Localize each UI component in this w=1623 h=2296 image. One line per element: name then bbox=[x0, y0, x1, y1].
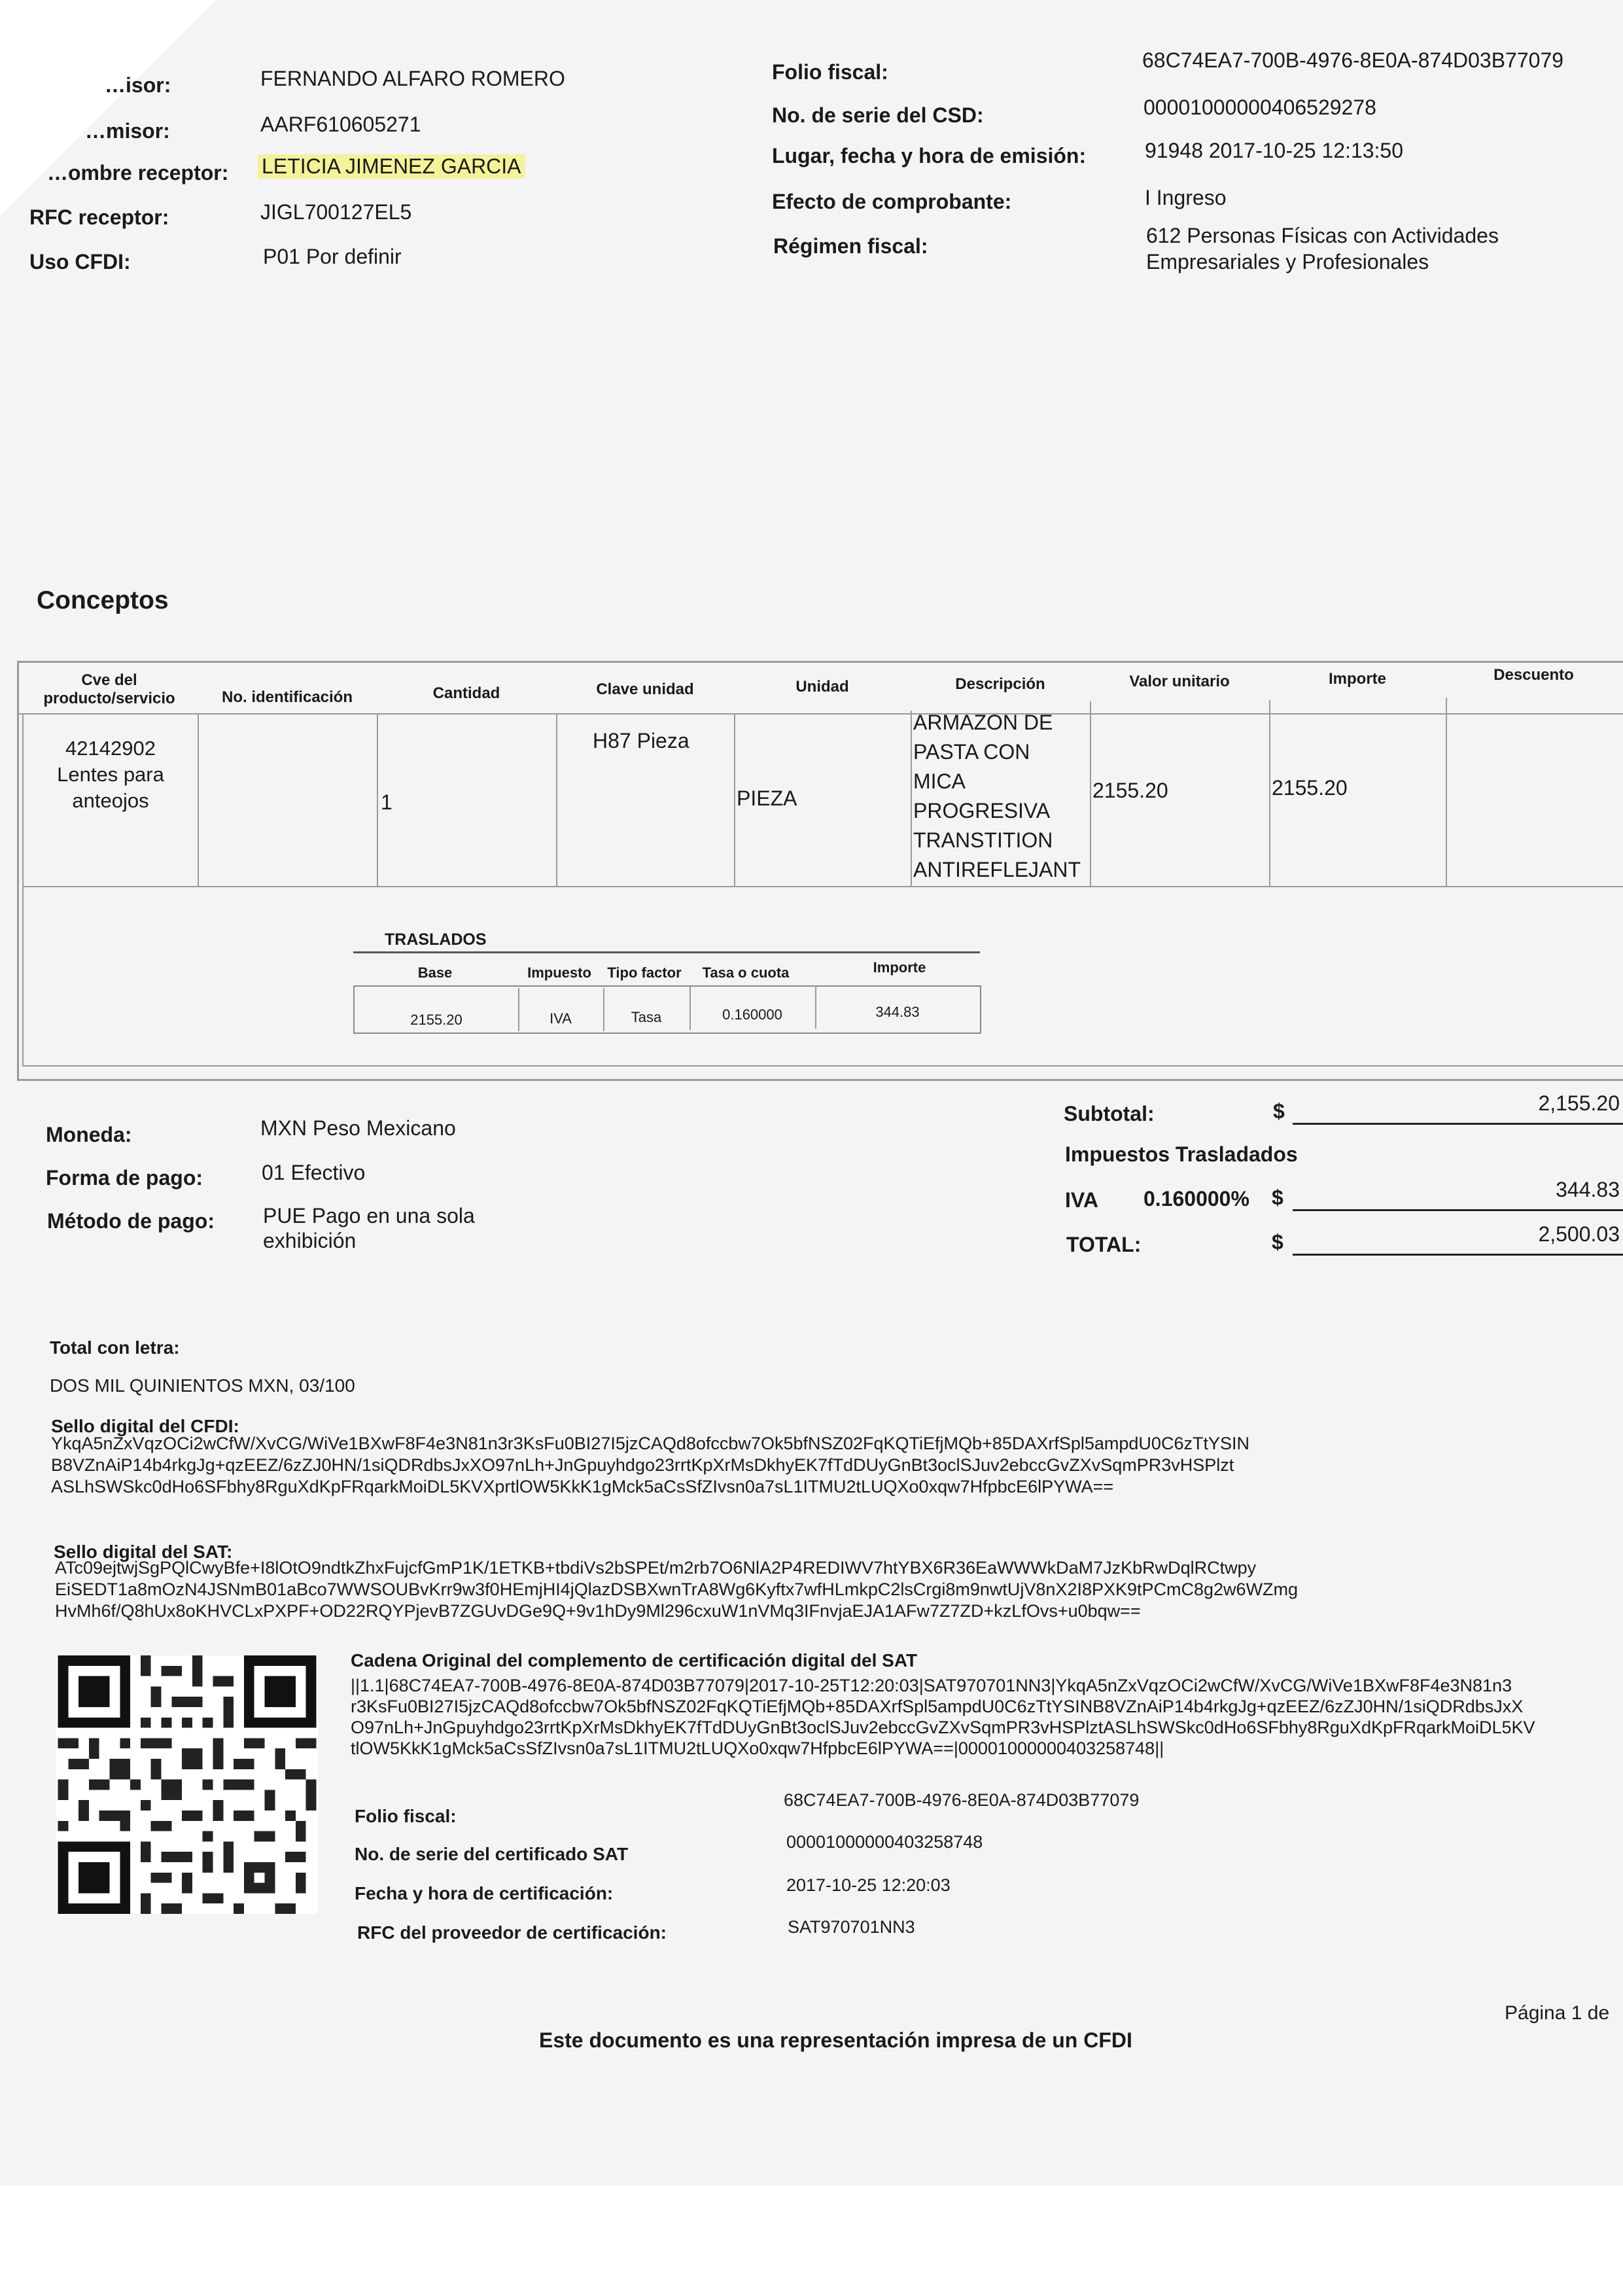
cell-cve-line: 42142902 bbox=[65, 737, 156, 760]
cert-fecha-value: 2017-10-25 12:20:03 bbox=[786, 1875, 951, 1895]
cert-serie-label: No. de serie del certificado SAT bbox=[355, 1844, 629, 1864]
forma-pago-label: Forma de pago: bbox=[46, 1166, 203, 1190]
lugar-fecha-label: Lugar, fecha y hora de emisión: bbox=[772, 144, 1087, 168]
col-divider bbox=[1090, 701, 1091, 886]
cert-rfc-label: RFC del proveedor de certificación: bbox=[357, 1922, 667, 1943]
desc-line: TRANSTITION bbox=[913, 828, 1053, 852]
cadena-text bbox=[351, 1675, 1623, 1759]
footer-note: Este documento es una representación impresa de un CFDI bbox=[539, 2028, 1132, 2052]
metodo-pago-label: Método de pago: bbox=[47, 1209, 215, 1233]
cert-fecha-label: Fecha y hora de certificación: bbox=[355, 1883, 614, 1903]
cadena-line: O97nLh+JnGpuyhdgo23rrtKpXrMsDkhyEK7fTdDUyGnBt3oclSJuv2ebccGvZXvSqmPR3vHSPlztASLhSWSkc0dHo6SFbhy8RguXdKpFRqarkMoiDL5KV bbox=[351, 1718, 1535, 1737]
hdr-importe: Importe bbox=[1328, 670, 1386, 688]
receptor-name-value: LETICIA JIMENEZ GARCIA bbox=[258, 154, 525, 179]
receptor-name-label: …ombre receptor: bbox=[47, 161, 229, 185]
qr-code bbox=[56, 1655, 318, 1914]
col-divider bbox=[1446, 698, 1447, 886]
iva-underline bbox=[1293, 1209, 1623, 1211]
cell-descripcion bbox=[913, 708, 1081, 885]
desc-line: ARMAZON DE bbox=[913, 711, 1053, 734]
desc-line: MICA bbox=[913, 769, 966, 793]
conceptos-bottom bbox=[22, 1065, 1623, 1067]
emisor-name-value: FERNANDO ALFARO ROMERO bbox=[260, 67, 565, 90]
hdr-cve: Cve del producto/servicio bbox=[43, 671, 175, 707]
total-label: TOTAL: bbox=[1066, 1233, 1142, 1256]
sello-cfdi-line: B8VZnAiP14b4rkgJg+qzEEZ/6zZJ0HN/1siQDRdbsJxXO97nLh+JnGpuyhdgo23rrtKpXrMsDkhyEK7fTdDUyGnBt3oclSJuv2ebccGvZXvSqmPR3vHSPlzt bbox=[51, 1455, 1234, 1475]
receptor-rfc-value: JIGL700127EL5 bbox=[260, 200, 412, 224]
cert-folio-value: 68C74EA7-700B-4976-8E0A-874D03B77079 bbox=[784, 1790, 1140, 1810]
conceptos-header-divider bbox=[17, 713, 1623, 715]
serie-csd-label: No. de serie del CSD: bbox=[772, 103, 984, 127]
hdr-unidad: Unidad bbox=[795, 678, 849, 696]
traslados-title: TRASLADOS bbox=[385, 930, 487, 949]
sello-cfdi-line: YkqA5nZxVqzOCi2wCfW/XvCG/WiVe1BXwF8F4e3N81n3r3KsFu0BI27I5jzCAQd8ofccbw7Ok5bfNSZ02FqKQTiEfjMQb+85DAXrfSpl5ampdU0C6zTtYSIN bbox=[51, 1434, 1249, 1453]
efecto-value: I Ingreso bbox=[1145, 186, 1227, 209]
regimen-value-line2: Empresariales y Profesionales bbox=[1146, 250, 1429, 274]
subtotal-underline bbox=[1293, 1123, 1623, 1125]
cadena-label: Cadena Original del complemento de certificación digital del SAT bbox=[351, 1650, 918, 1670]
col-divider bbox=[556, 713, 557, 886]
uso-cfdi-value: P01 Por definir bbox=[263, 245, 402, 268]
traslados-importe: 344.83 bbox=[875, 1004, 920, 1020]
col-divider bbox=[911, 711, 912, 886]
hdr-clave-unidad: Clave unidad bbox=[596, 680, 694, 698]
traslados-hdr-base: Base bbox=[417, 964, 453, 981]
conceptos-title: Conceptos bbox=[37, 586, 169, 614]
col-divider bbox=[1269, 700, 1270, 886]
desc-line: ANTIREFLEJANT bbox=[913, 858, 1081, 881]
uso-cfdi-label: Uso CFDI: bbox=[29, 250, 131, 274]
hdr-valor-unitario: Valor unitario bbox=[1129, 673, 1230, 690]
sello-sat-line: EiSEDT1a8mOzN4JSNmB01aBco7WWSOUBvKrr9w3f0HEmjHI4jQlazDSBXwnTrA8Wg6Kyftx7wfHLmkpC2lsCrgi8m9nwtUjV8nX2I8PXK9tPCmC8g2w6WZmg bbox=[55, 1580, 1299, 1599]
iva-value: 344.83 bbox=[1556, 1178, 1620, 1201]
regimen-label: Régimen fiscal: bbox=[773, 234, 928, 258]
sello-cfdi-label: Sello digital del CFDI: bbox=[51, 1416, 239, 1436]
metodo-pago-value-line2: exhibición bbox=[263, 1229, 357, 1252]
conceptos-inner-left bbox=[22, 713, 24, 1067]
sello-cfdi-line: ASLhSWSkc0dHo6SFbhy8RguXdKpFRqarkMoiDL5KVXprtlOW5KkK1gMck5aCsSfZIvsn0a7sL1ITMU2tLUQXo0xqw7HfpbcE6lPYWA== bbox=[51, 1477, 1114, 1496]
col-divider bbox=[377, 713, 378, 886]
hdr-cantidad: Cantidad bbox=[432, 684, 500, 702]
cadena-line: tlOW5KkK1gMck5aCsSfZIvsn0a7sL1ITMU2tLUQXo0xqw7HfpbcE6lPYWA==|00001000000403258748|| bbox=[351, 1739, 1164, 1758]
lugar-fecha-value: 91948 2017-10-25 12:13:50 bbox=[1145, 139, 1404, 162]
cell-unidad: PIEZA bbox=[737, 786, 797, 810]
hdr-descripcion: Descripción bbox=[955, 675, 1045, 693]
total-letra-label: Total con letra: bbox=[50, 1337, 180, 1358]
cell-importe: 2155.20 bbox=[1272, 776, 1348, 800]
forma-pago-value: 01 Efectivo bbox=[262, 1161, 366, 1184]
emisor-name-label: …isor: bbox=[105, 73, 171, 97]
cell-cve-line: Lentes para bbox=[57, 763, 164, 786]
total-underline bbox=[1293, 1254, 1623, 1256]
traslados-hdr-importe: Importe bbox=[873, 959, 926, 976]
cell-cantidad: 1 bbox=[381, 790, 393, 814]
traslados-hdr-tipo: Tipo factor bbox=[607, 964, 682, 981]
desc-line: PASTA CON bbox=[913, 740, 1030, 764]
traslados-tipo: Tasa bbox=[631, 1009, 662, 1025]
sello-sat-text bbox=[55, 1557, 1403, 1622]
emisor-rfc-value: AARF610605271 bbox=[260, 113, 421, 136]
hdr-descuento: Descuento bbox=[1493, 666, 1574, 684]
traslados-hdr-tasa: Tasa o cuota bbox=[702, 964, 790, 981]
folio-fiscal-value: 68C74EA7-700B-4976-8E0A-874D03B77079 bbox=[1142, 48, 1564, 72]
cert-folio-label: Folio fiscal: bbox=[355, 1806, 457, 1826]
impuestos-label: Impuestos Trasladados bbox=[1065, 1142, 1298, 1166]
metodo-pago-value-line1: PUE Pago en una sola bbox=[263, 1204, 475, 1227]
hdr-no-id: No. identificación bbox=[221, 688, 353, 706]
cell-clave-unidad: H87 Pieza bbox=[593, 729, 689, 752]
cell-cve-line: anteojos bbox=[72, 789, 149, 812]
iva-currency: $ bbox=[1272, 1186, 1283, 1209]
total-currency: $ bbox=[1272, 1230, 1283, 1254]
iva-label: IVA bbox=[1065, 1188, 1098, 1212]
emisor-rfc-label: …misor: bbox=[85, 119, 170, 143]
traslados-hdr-impuesto: Impuesto bbox=[527, 964, 591, 981]
total-value: 2,500.03 bbox=[1538, 1222, 1620, 1246]
folio-fiscal-label: Folio fiscal: bbox=[772, 60, 888, 84]
serie-csd-value: 00001000000406529278 bbox=[1143, 96, 1376, 119]
cadena-line: r3KsFu0BI27I5jzCAQd8ofccbw7Ok5bfNSZ02FqKQTiEfjMQb+85DAXrfSpl5ampdU0C6zTtYSINB8VZnAiP14b4rkgJg+qzEEZ/6zZJ0HN/1siQDRdbsJxX bbox=[351, 1697, 1524, 1716]
subtotal-value: 2,155.20 bbox=[1538, 1091, 1620, 1115]
traslados-tasa: 0.160000 bbox=[722, 1006, 782, 1023]
cert-serie-value: 00001000000403258748 bbox=[786, 1832, 983, 1852]
subtotal-currency: $ bbox=[1273, 1099, 1285, 1123]
traslados-header bbox=[353, 964, 870, 981]
cell-cve bbox=[26, 735, 195, 814]
page-number: Página 1 de bbox=[1505, 2002, 1610, 2024]
sello-cfdi-text bbox=[51, 1433, 1399, 1498]
traslados-impuesto: IVA bbox=[550, 1010, 572, 1027]
traslados-rule bbox=[353, 951, 980, 953]
col-divider bbox=[734, 713, 735, 886]
subtotal-label: Subtotal: bbox=[1064, 1102, 1155, 1125]
conceptos-row-divider bbox=[24, 886, 1623, 887]
moneda-value: MXN Peso Mexicano bbox=[260, 1116, 456, 1140]
qr-code-graphic bbox=[56, 1655, 318, 1914]
efecto-label: Efecto de comprobante: bbox=[772, 190, 1012, 213]
traslados-base: 2155.20 bbox=[410, 1012, 462, 1028]
regimen-value-line1: 612 Personas Físicas con Actividades bbox=[1146, 224, 1499, 247]
sello-sat-label: Sello digital del SAT: bbox=[54, 1542, 233, 1562]
cert-rfc-value: SAT970701NN3 bbox=[788, 1917, 915, 1937]
total-letra-value: DOS MIL QUINIENTOS MXN, 03/100 bbox=[50, 1375, 355, 1396]
cell-valor-unitario: 2155.20 bbox=[1092, 779, 1168, 802]
col-divider bbox=[198, 713, 199, 886]
iva-rate: 0.160000% bbox=[1143, 1187, 1249, 1210]
page-bottom-edge bbox=[0, 2185, 1623, 2296]
sello-sat-line: ATc09ejtwjSgPQlCwyBfe+I8lOtO9ndtkZhxFujcfGmP1K/1ETKB+tbdiVs2bSPEt/m2rb7O6NlA2P4REDIWV7htYBX6R36EaWWWkDaM7JzKbRwDqlRCtwpy bbox=[55, 1558, 1257, 1578]
cadena-line: ||1.1|68C74EA7-700B-4976-8E0A-874D03B77079|2017-10-25T12:20:03|SAT970701NN3|YkqA5nZxVqzOCi2wCfW/XvCG/WiVe1BXwF8F4e3N81n3 bbox=[351, 1676, 1512, 1695]
receptor-rfc-label: RFC receptor: bbox=[29, 205, 169, 229]
sello-sat-line: HvMh6f/Q8hUx8oKHVCLxPXPF+OD22RQYPjevB7ZGUvDGe9Q+9v1hDy9Ml296cxuW1nVMq3IFnvjaEJA1AFw7Z7ZD+kzLfOvs+u0bqw== bbox=[55, 1601, 1141, 1621]
desc-line: PROGRESIVA bbox=[913, 799, 1051, 822]
moneda-label: Moneda: bbox=[46, 1123, 132, 1146]
